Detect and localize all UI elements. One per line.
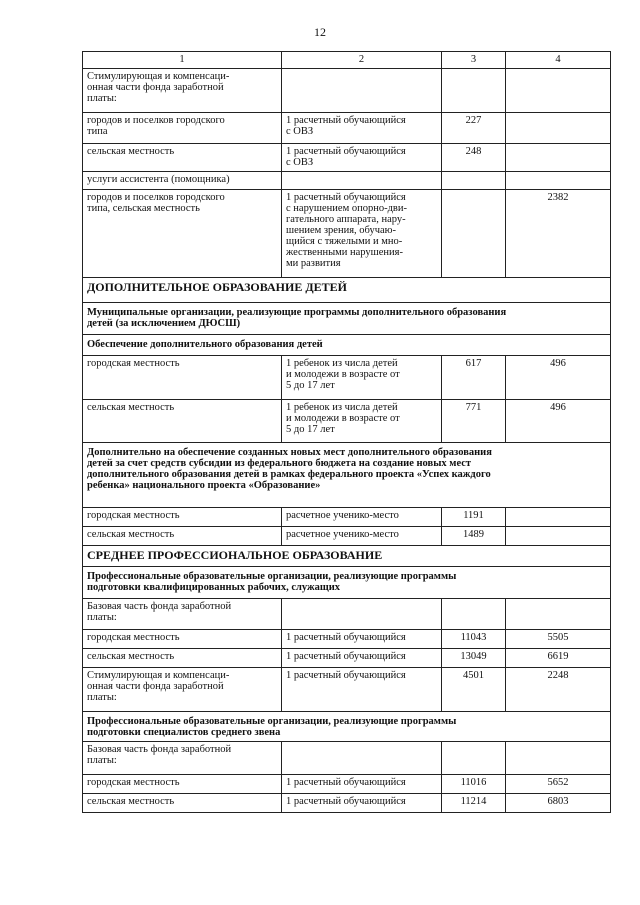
row-label-cell: Базовая часть фонда заработной платы: bbox=[83, 742, 282, 775]
value-col4-cell: 5505 bbox=[506, 630, 611, 649]
header-row bbox=[83, 52, 611, 69]
row-label-cell: городская местность bbox=[83, 508, 282, 527]
value-col3-cell: 1191 bbox=[442, 508, 506, 527]
row-label-cell: Стимулирующая и компенсаци- онная части фонда заработной платы: bbox=[83, 69, 282, 113]
value-col4-cell bbox=[506, 599, 611, 630]
value-col3-cell: 4501 bbox=[442, 668, 506, 712]
unit-cell bbox=[282, 172, 442, 190]
unit-cell: 1 расчетный обучающийся bbox=[282, 775, 442, 794]
table-body bbox=[83, 52, 611, 813]
value-col4-cell bbox=[506, 69, 611, 113]
table-row bbox=[83, 599, 611, 630]
value-col3-cell: 1489 bbox=[442, 527, 506, 546]
value-col3-cell bbox=[442, 69, 506, 113]
value-col4-cell bbox=[506, 113, 611, 144]
group-heading-row bbox=[83, 303, 611, 335]
unit-cell: расчетное ученико-место bbox=[282, 508, 442, 527]
value-col4-cell: 6803 bbox=[506, 794, 611, 813]
table-row bbox=[83, 775, 611, 794]
group-heading-row bbox=[83, 712, 611, 742]
value-col3-cell: 227 bbox=[442, 113, 506, 144]
unit-cell: 1 расчетный обучающийся с ОВЗ bbox=[282, 144, 442, 172]
unit-cell: 1 расчетный обучающийся bbox=[282, 794, 442, 813]
value-col3-cell: 11016 bbox=[442, 775, 506, 794]
table-row bbox=[83, 794, 611, 813]
section-heading-row bbox=[83, 546, 611, 567]
value-col3-cell: 11214 bbox=[442, 794, 506, 813]
table-row bbox=[83, 649, 611, 668]
table-row bbox=[83, 190, 611, 278]
table-row bbox=[83, 113, 611, 144]
row-label-cell: городов и поселков городского типа bbox=[83, 113, 282, 144]
value-col3-cell: 248 bbox=[442, 144, 506, 172]
section-heading: СРЕДНЕЕ ПРОФЕССИОНАЛЬНОЕ ОБРАЗОВАНИЕ bbox=[83, 546, 611, 567]
group-heading: Муниципальные организации, реализующие программы дополнительного образования детей (за исключением ДЮСШ) bbox=[83, 303, 611, 335]
value-col4-cell: 5652 bbox=[506, 775, 611, 794]
row-label-cell: сельская местность bbox=[83, 144, 282, 172]
value-col3-cell bbox=[442, 172, 506, 190]
unit-cell: 1 ребенок из числа детей и молодежи в возрасте от 5 до 17 лет bbox=[282, 356, 442, 400]
unit-cell: 1 расчетный обучающийся с ОВЗ bbox=[282, 113, 442, 144]
value-col4-cell: 2382 bbox=[506, 190, 611, 278]
section-heading-row bbox=[83, 278, 611, 303]
table-row bbox=[83, 527, 611, 546]
unit-cell: расчетное ученико-место bbox=[282, 527, 442, 546]
unit-cell: 1 расчетный обучающийся bbox=[282, 630, 442, 649]
row-label-cell: сельская местность bbox=[83, 794, 282, 813]
unit-cell: 1 расчетный обучающийся с нарушением опорно-дви- гательного аппарата, нару- шением зрения, обучаю- щийся с тяжелыми и мно- жественными нарушения- ми развития bbox=[282, 190, 442, 278]
group-heading-row bbox=[83, 567, 611, 599]
header-cell-2: 2 bbox=[282, 52, 442, 69]
value-col4-cell bbox=[506, 172, 611, 190]
row-label-cell: сельская местность bbox=[83, 527, 282, 546]
row-label-cell: услуги ассистента (помощника) bbox=[83, 172, 282, 190]
value-col3-cell bbox=[442, 190, 506, 278]
group-heading-row bbox=[83, 443, 611, 508]
section-heading: ДОПОЛНИТЕЛЬНОЕ ОБРАЗОВАНИЕ ДЕТЕЙ bbox=[83, 278, 611, 303]
value-col4-cell bbox=[506, 742, 611, 775]
row-label-cell: сельская местность bbox=[83, 400, 282, 443]
value-col4-cell: 496 bbox=[506, 400, 611, 443]
value-col4-cell bbox=[506, 144, 611, 172]
table-row bbox=[83, 630, 611, 649]
table-row bbox=[83, 742, 611, 775]
value-col4-cell bbox=[506, 508, 611, 527]
table-row bbox=[83, 356, 611, 400]
header-cell-4: 4 bbox=[506, 52, 611, 69]
group-heading: Обеспечение дополнительного образования детей bbox=[83, 335, 611, 356]
table-row bbox=[83, 400, 611, 443]
value-col3-cell: 11043 bbox=[442, 630, 506, 649]
value-col3-cell: 771 bbox=[442, 400, 506, 443]
unit-cell: 1 расчетный обучающийся bbox=[282, 649, 442, 668]
value-col4-cell bbox=[506, 527, 611, 546]
table-row bbox=[83, 172, 611, 190]
header-cell-1: 1 bbox=[83, 52, 282, 69]
unit-cell bbox=[282, 599, 442, 630]
row-label-cell: городская местность bbox=[83, 630, 282, 649]
value-col3-cell bbox=[442, 742, 506, 775]
group-heading: Профессиональные образовательные организации, реализующие программы подготовки квалифицированных рабочих, служащих bbox=[83, 567, 611, 599]
group-heading-row bbox=[83, 335, 611, 356]
row-label-cell: городская местность bbox=[83, 775, 282, 794]
header-cell-3: 3 bbox=[442, 52, 506, 69]
value-col3-cell: 617 bbox=[442, 356, 506, 400]
value-col4-cell: 2248 bbox=[506, 668, 611, 712]
group-heading: Дополнительно на обеспечение созданных новых мест дополнительного образования детей за счет средств субсидии из федерального бюджета на создание новых мест дополнительного образования детей в рамках федерального проекта «Успех каждого ребенка» национального проекта «Образование» bbox=[83, 443, 611, 508]
tariff-table bbox=[82, 51, 611, 813]
unit-cell: 1 ребенок из числа детей и молодежи в возрасте от 5 до 17 лет bbox=[282, 400, 442, 443]
table-row bbox=[83, 668, 611, 712]
row-label-cell: Базовая часть фонда заработной платы: bbox=[83, 599, 282, 630]
unit-cell bbox=[282, 742, 442, 775]
table-row bbox=[83, 508, 611, 527]
group-heading: Профессиональные образовательные организации, реализующие программы подготовки специалистов среднего звена bbox=[83, 712, 611, 742]
unit-cell: 1 расчетный обучающийся bbox=[282, 668, 442, 712]
row-label-cell: Стимулирующая и компенсаци- онная части фонда заработной платы: bbox=[83, 668, 282, 712]
value-col4-cell: 6619 bbox=[506, 649, 611, 668]
value-col3-cell bbox=[442, 599, 506, 630]
table-row bbox=[83, 144, 611, 172]
table-row bbox=[83, 69, 611, 113]
page-number: 12 bbox=[314, 25, 326, 39]
unit-cell bbox=[282, 69, 442, 113]
row-label-cell: городов и поселков городского типа, сельская местность bbox=[83, 190, 282, 278]
row-label-cell: городская местность bbox=[83, 356, 282, 400]
row-label-cell: сельская местность bbox=[83, 649, 282, 668]
value-col3-cell: 13049 bbox=[442, 649, 506, 668]
value-col4-cell: 496 bbox=[506, 356, 611, 400]
